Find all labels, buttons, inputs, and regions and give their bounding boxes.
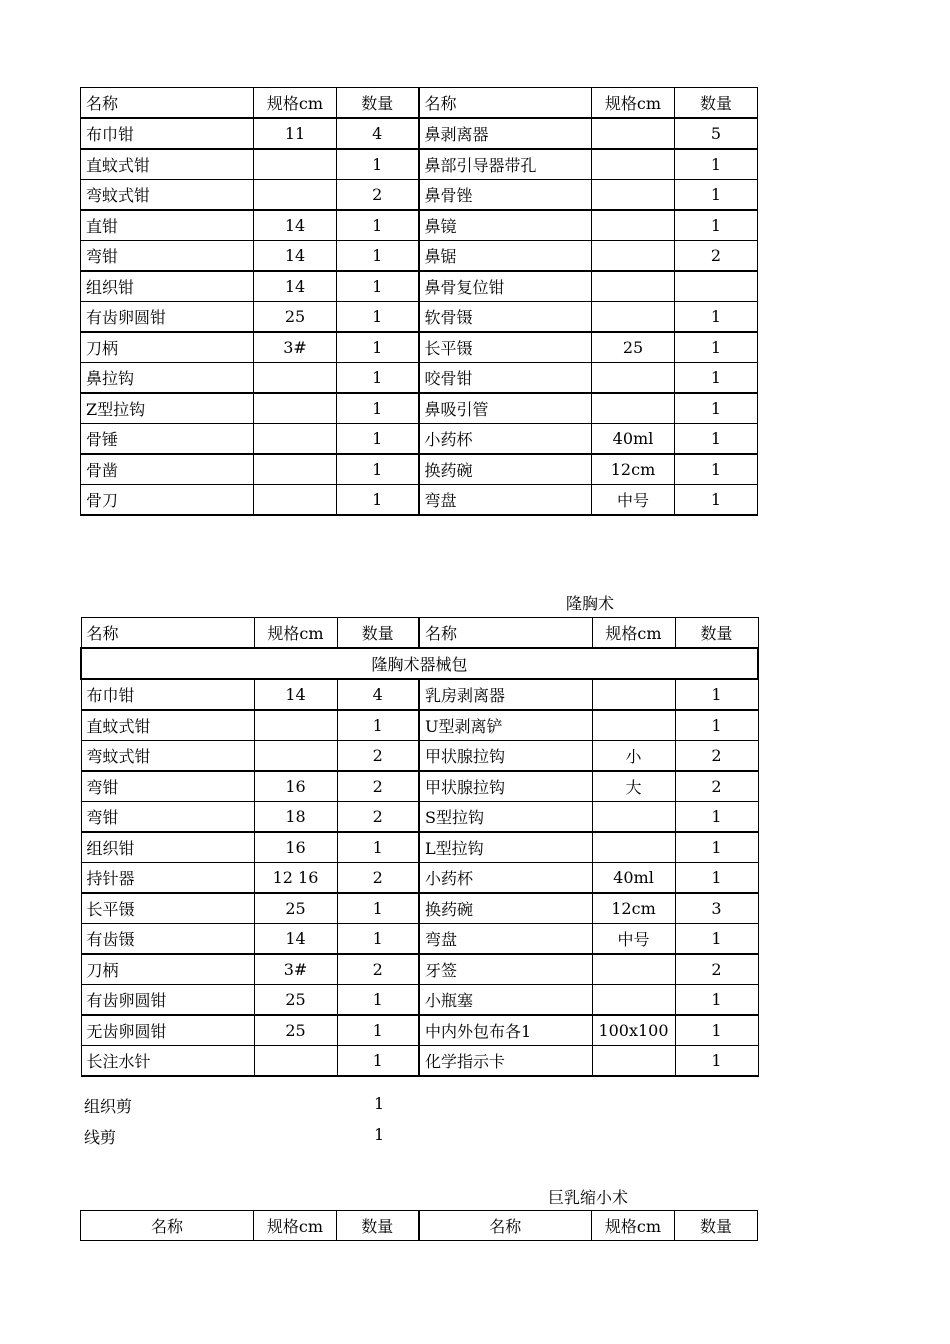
table-row <box>81 485 758 516</box>
table-row <box>81 893 758 924</box>
instrument-table-3 <box>80 1210 758 1241</box>
item-name: 有齿卵圆钳 <box>81 302 254 333</box>
table-row <box>81 802 758 833</box>
item-name: 乳房剥离器 <box>419 679 592 710</box>
instrument-table-2 <box>80 617 759 1077</box>
table-row <box>81 241 758 272</box>
item-name: 弯盘 <box>419 924 592 955</box>
item-spec <box>254 424 337 455</box>
table-header-row <box>81 618 758 649</box>
item-spec <box>592 1046 675 1077</box>
table-row <box>81 454 758 485</box>
table-row <box>81 954 758 985</box>
header-qty: 数量 <box>337 88 419 119</box>
table-row <box>81 679 758 710</box>
item-name: 组织钳 <box>81 271 254 302</box>
item-qty: 1 <box>337 424 419 455</box>
item-name: 中内外包布各1 <box>419 1015 592 1046</box>
item-qty: 1 <box>675 863 758 894</box>
item-qty: 1 <box>675 149 758 180</box>
item-name: 无齿卵圆钳 <box>81 1015 254 1046</box>
header-name: 名称 <box>81 1211 254 1241</box>
header-name: 名称 <box>81 88 254 119</box>
header-spec: 规格cm <box>254 88 337 119</box>
item-qty: 1 <box>675 454 758 485</box>
header-spec: 规格cm <box>254 618 337 649</box>
item-spec <box>254 149 337 180</box>
item-spec: 12 16 <box>254 863 337 894</box>
item-spec <box>592 241 675 272</box>
item-qty: 1 <box>675 985 758 1016</box>
item-spec <box>254 180 337 211</box>
table-row <box>81 424 758 455</box>
table-row <box>81 393 758 424</box>
table-row <box>81 863 758 894</box>
item-qty: 3 <box>675 893 758 924</box>
table-row <box>81 771 758 802</box>
item-spec <box>592 210 675 241</box>
item-qty: 1 <box>675 363 758 394</box>
item-name: 鼻部引导器带孔 <box>419 149 592 180</box>
item-name: U型剥离铲 <box>419 710 592 741</box>
item-name: 软骨镊 <box>419 302 592 333</box>
item-qty: 1 <box>337 393 419 424</box>
item-spec <box>254 454 337 485</box>
item-name: 弯蚊式钳 <box>81 741 254 772</box>
item-qty: 1 <box>675 924 758 955</box>
item-qty: 1 <box>337 985 419 1016</box>
extra-item-name: 组织剪 <box>84 1097 133 1116</box>
item-qty: 1 <box>337 241 419 272</box>
item-spec: 14 <box>254 271 337 302</box>
item-name: 咬骨钳 <box>419 363 592 394</box>
item-qty: 1 <box>675 393 758 424</box>
kit-band-row <box>81 648 758 679</box>
item-qty: 1 <box>675 180 758 211</box>
extra-item-name: 线剪 <box>84 1128 117 1147</box>
item-name: 甲状腺拉钩 <box>419 771 592 802</box>
item-name: 长平镊 <box>81 893 254 924</box>
item-name: 持针器 <box>81 863 254 894</box>
item-qty: 5 <box>675 118 758 149</box>
item-qty <box>675 271 758 302</box>
table-row <box>81 924 758 955</box>
instrument-table-1 <box>80 87 758 516</box>
item-spec <box>254 741 337 772</box>
section-title-breast-augmentation: 隆胸术 <box>566 594 615 613</box>
item-name: 鼻骨复位钳 <box>419 271 592 302</box>
item-spec <box>592 363 675 394</box>
item-name: 弯盘 <box>419 485 592 516</box>
item-qty: 2 <box>675 771 758 802</box>
item-name: 骨刀 <box>81 485 254 516</box>
item-spec: 40ml <box>592 424 675 455</box>
item-qty: 2 <box>675 954 758 985</box>
item-qty: 1 <box>675 210 758 241</box>
item-spec: 25 <box>254 1015 337 1046</box>
item-spec <box>592 710 675 741</box>
item-spec: 14 <box>254 241 337 272</box>
item-name: 化学指示卡 <box>419 1046 592 1077</box>
item-qty: 2 <box>337 741 419 772</box>
item-qty: 1 <box>675 710 758 741</box>
item-spec: 14 <box>254 210 337 241</box>
item-name: 鼻拉钩 <box>81 363 254 394</box>
item-qty: 1 <box>337 710 419 741</box>
item-qty: 1 <box>337 924 419 955</box>
item-spec <box>592 118 675 149</box>
header-qty: 数量 <box>337 1211 419 1241</box>
item-spec: 中号 <box>592 924 675 955</box>
item-name: 小瓶塞 <box>419 985 592 1016</box>
header-name: 名称 <box>419 1211 592 1241</box>
header-name: 名称 <box>419 88 592 119</box>
item-qty: 2 <box>337 771 419 802</box>
item-spec <box>592 802 675 833</box>
item-name: 鼻吸引管 <box>419 393 592 424</box>
item-qty: 1 <box>337 893 419 924</box>
table-row <box>81 332 758 363</box>
item-name: 换药碗 <box>419 893 592 924</box>
item-qty: 1 <box>675 1046 758 1077</box>
item-name: 弯钳 <box>81 771 254 802</box>
table-row <box>81 1046 758 1077</box>
item-spec <box>254 1046 337 1077</box>
item-name: 小药杯 <box>419 863 592 894</box>
item-name: 长注水针 <box>81 1046 254 1077</box>
table-row <box>81 741 758 772</box>
item-spec <box>254 485 337 516</box>
item-qty: 1 <box>337 832 419 863</box>
item-qty: 4 <box>337 118 419 149</box>
item-qty: 1 <box>675 1015 758 1046</box>
item-qty: 1 <box>337 149 419 180</box>
table-row <box>81 710 758 741</box>
item-qty: 1 <box>337 332 419 363</box>
item-qty: 1 <box>337 485 419 516</box>
extra-item-qty: 1 <box>374 1094 385 1113</box>
item-qty: 2 <box>675 741 758 772</box>
item-spec: 11 <box>254 118 337 149</box>
table-header-row <box>81 1211 758 1241</box>
item-name: 鼻镜 <box>419 210 592 241</box>
table-row <box>81 118 758 149</box>
item-spec: 小 <box>592 741 675 772</box>
header-qty: 数量 <box>337 618 419 649</box>
item-name: 布巾钳 <box>81 679 254 710</box>
table-row <box>81 985 758 1016</box>
item-name: 弯钳 <box>81 241 254 272</box>
header-name: 名称 <box>81 618 254 649</box>
item-qty: 1 <box>675 332 758 363</box>
item-spec: 25 <box>254 893 337 924</box>
item-spec <box>592 832 675 863</box>
item-name: S型拉钩 <box>419 802 592 833</box>
item-qty: 2 <box>337 954 419 985</box>
header-spec: 规格cm <box>592 618 675 649</box>
item-spec: 18 <box>254 802 337 833</box>
item-qty: 1 <box>675 679 758 710</box>
item-name: 弯蚊式钳 <box>81 180 254 211</box>
table-row <box>81 210 758 241</box>
item-spec: 3# <box>254 332 337 363</box>
item-spec <box>592 271 675 302</box>
item-name: L型拉钩 <box>419 832 592 863</box>
item-spec <box>592 985 675 1016</box>
header-spec: 规格cm <box>592 1211 675 1241</box>
item-name: 骨凿 <box>81 454 254 485</box>
item-spec: 16 <box>254 832 337 863</box>
item-spec: 16 <box>254 771 337 802</box>
table-header-row <box>81 88 758 119</box>
item-name: 鼻锯 <box>419 241 592 272</box>
item-name: 组织钳 <box>81 832 254 863</box>
item-name: 刀柄 <box>81 332 254 363</box>
item-qty: 1 <box>337 1015 419 1046</box>
section-title-breast-reduction: 巨乳缩小术 <box>548 1188 629 1207</box>
table-row <box>81 832 758 863</box>
table-row <box>81 1015 758 1046</box>
item-spec: 大 <box>592 771 675 802</box>
item-qty: 1 <box>675 802 758 833</box>
item-qty: 1 <box>337 1046 419 1077</box>
item-name: Z型拉钩 <box>81 393 254 424</box>
item-spec: 100x100 <box>592 1015 675 1046</box>
item-spec: 40ml <box>592 863 675 894</box>
item-spec: 3# <box>254 954 337 985</box>
item-spec: 中号 <box>592 485 675 516</box>
item-name: 甲状腺拉钩 <box>419 741 592 772</box>
item-name: 鼻骨锉 <box>419 180 592 211</box>
header-qty: 数量 <box>675 88 758 119</box>
item-qty: 2 <box>675 241 758 272</box>
item-name: 有齿镊 <box>81 924 254 955</box>
item-name: 骨锤 <box>81 424 254 455</box>
item-name: 长平镊 <box>419 332 592 363</box>
item-qty: 1 <box>337 210 419 241</box>
item-name: 有齿卵圆钳 <box>81 985 254 1016</box>
item-spec: 14 <box>254 679 337 710</box>
item-name: 鼻剥离器 <box>419 118 592 149</box>
item-name: 布巾钳 <box>81 118 254 149</box>
item-spec <box>592 302 675 333</box>
item-qty: 1 <box>675 424 758 455</box>
kit-band-title: 隆胸术器械包 <box>81 648 758 679</box>
item-qty: 1 <box>675 302 758 333</box>
item-name: 牙签 <box>419 954 592 985</box>
item-qty: 2 <box>337 802 419 833</box>
item-spec <box>254 710 337 741</box>
item-spec <box>254 363 337 394</box>
header-spec: 规格cm <box>592 88 675 119</box>
item-spec: 25 <box>254 985 337 1016</box>
item-name: 小药杯 <box>419 424 592 455</box>
item-spec: 12cm <box>592 893 675 924</box>
item-qty: 1 <box>337 271 419 302</box>
item-qty: 1 <box>337 363 419 394</box>
table-row <box>81 180 758 211</box>
item-spec <box>592 679 675 710</box>
item-name: 直蚊式钳 <box>81 149 254 180</box>
item-qty: 2 <box>337 180 419 211</box>
table-row <box>81 302 758 333</box>
item-qty: 1 <box>337 302 419 333</box>
item-spec: 25 <box>592 332 675 363</box>
header-qty: 数量 <box>675 1211 758 1241</box>
item-spec: 14 <box>254 924 337 955</box>
item-qty: 4 <box>337 679 419 710</box>
table-row <box>81 149 758 180</box>
item-name: 弯钳 <box>81 802 254 833</box>
table-row <box>81 363 758 394</box>
extra-item-qty: 1 <box>374 1125 385 1144</box>
item-qty: 1 <box>675 485 758 516</box>
header-qty: 数量 <box>675 618 758 649</box>
table-row <box>81 271 758 302</box>
item-name: 换药碗 <box>419 454 592 485</box>
item-spec <box>592 149 675 180</box>
item-qty: 2 <box>337 863 419 894</box>
item-spec <box>592 393 675 424</box>
item-qty: 1 <box>675 832 758 863</box>
item-name: 直蚊式钳 <box>81 710 254 741</box>
item-name: 直钳 <box>81 210 254 241</box>
item-spec: 25 <box>254 302 337 333</box>
item-qty: 1 <box>337 454 419 485</box>
item-spec <box>592 954 675 985</box>
header-spec: 规格cm <box>254 1211 337 1241</box>
header-name: 名称 <box>419 618 592 649</box>
item-spec <box>254 393 337 424</box>
item-name: 刀柄 <box>81 954 254 985</box>
item-spec: 12cm <box>592 454 675 485</box>
item-spec <box>592 180 675 211</box>
